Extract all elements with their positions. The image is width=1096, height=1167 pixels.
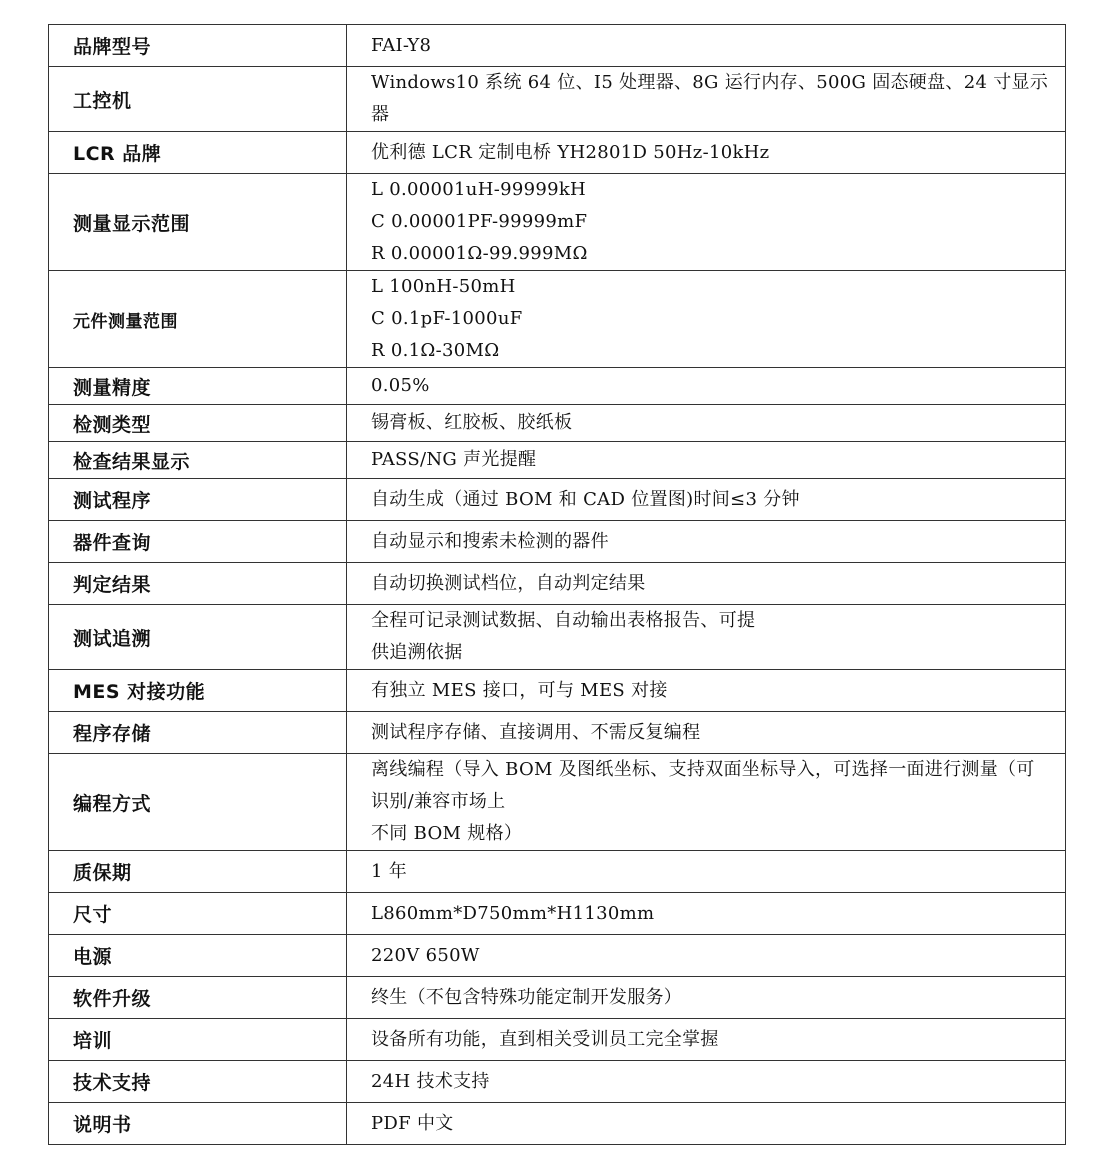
value-line: 测试程序存储、直接调用、不需反复编程 xyxy=(371,721,701,743)
table-row xyxy=(49,605,1066,670)
table-row xyxy=(49,563,1066,605)
value-line: 离线编程（导入 BOM 及图纸坐标、支持双面坐标导入，可选择一面进行测量（可 xyxy=(371,759,1035,780)
table-row xyxy=(49,479,1066,521)
row-label: 培训 xyxy=(49,1019,347,1061)
value-line: 220V 650W xyxy=(371,944,480,966)
value-line: R 0.1Ω-30MΩ xyxy=(371,340,500,361)
row-value xyxy=(347,935,1066,977)
value-line: 24H 技术支持 xyxy=(371,1070,490,1092)
row-label: 检测类型 xyxy=(49,405,347,442)
table-row xyxy=(49,754,1066,851)
row-label: LCR 品牌 xyxy=(49,132,347,174)
row-value xyxy=(347,368,1066,405)
row-label: 测试程序 xyxy=(49,479,347,521)
row-value xyxy=(347,271,1066,368)
row-label: 程序存储 xyxy=(49,712,347,754)
value-line: PASS/NG 声光提醒 xyxy=(371,449,537,470)
row-value xyxy=(347,479,1066,521)
row-value xyxy=(347,521,1066,563)
table-row xyxy=(49,271,1066,368)
value-line: L860mm*D750mm*H1130mm xyxy=(371,902,655,924)
row-label: 尺寸 xyxy=(49,893,347,935)
row-value xyxy=(347,605,1066,670)
row-label: 测量显示范围 xyxy=(49,174,347,271)
table-row xyxy=(49,25,1066,67)
value-line: C 0.1pF-1000uF xyxy=(371,308,523,329)
row-label: 工控机 xyxy=(49,67,347,132)
row-value xyxy=(347,1019,1066,1061)
row-value xyxy=(347,893,1066,935)
value-line: 0.05% xyxy=(371,375,430,396)
row-value xyxy=(347,25,1066,67)
row-label: 软件升级 xyxy=(49,977,347,1019)
table-row xyxy=(49,368,1066,405)
value-line: 全程可记录测试数据、自动输出表格报告、可提 xyxy=(371,610,756,631)
row-value xyxy=(347,1061,1066,1103)
value-line: C 0.00001PF-99999mF xyxy=(371,211,588,232)
value-line: 终生（不包含特殊功能定制开发服务） xyxy=(371,986,683,1008)
table-row xyxy=(49,1103,1066,1145)
table-row xyxy=(49,174,1066,271)
table-row xyxy=(49,851,1066,893)
spec-table xyxy=(48,24,1066,1145)
row-label: 元件测量范围 xyxy=(49,271,347,368)
row-label: 说明书 xyxy=(49,1103,347,1145)
row-label: 测量精度 xyxy=(49,368,347,405)
value-line: L 100nH-50mH xyxy=(371,276,516,297)
row-label: 检查结果显示 xyxy=(49,442,347,479)
row-label: 编程方式 xyxy=(49,754,347,851)
table-row xyxy=(49,977,1066,1019)
row-value xyxy=(347,563,1066,605)
value-line: Windows10 系统 64 位、I5 处理器、8G 运行内存、500G 固态硬盘、24 寸显示 xyxy=(371,72,1049,93)
row-value xyxy=(347,174,1066,271)
row-label: 器件查询 xyxy=(49,521,347,563)
row-value xyxy=(347,670,1066,712)
value-line: 设备所有功能，直到相关受训员工完全掌握 xyxy=(371,1028,719,1050)
row-value xyxy=(347,712,1066,754)
value-line: R 0.00001Ω-99.999MΩ xyxy=(371,243,588,264)
row-value xyxy=(347,1103,1066,1145)
table-row xyxy=(49,405,1066,442)
row-value xyxy=(347,851,1066,893)
row-value xyxy=(347,67,1066,132)
value-line: 自动显示和搜索未检测的器件 xyxy=(371,530,609,552)
row-label: 判定结果 xyxy=(49,563,347,605)
table-row xyxy=(49,521,1066,563)
value-line: 识别/兼容市场上 xyxy=(371,791,506,812)
table-row xyxy=(49,1019,1066,1061)
value-line: 供追溯依据 xyxy=(371,642,463,663)
value-line: 不同 BOM 规格） xyxy=(371,823,523,844)
table-row xyxy=(49,712,1066,754)
row-value xyxy=(347,405,1066,442)
row-label: 质保期 xyxy=(49,851,347,893)
value-line: PDF 中文 xyxy=(371,1112,454,1134)
row-label: 技术支持 xyxy=(49,1061,347,1103)
row-label: MES 对接功能 xyxy=(49,670,347,712)
table-row xyxy=(49,442,1066,479)
row-value xyxy=(347,754,1066,851)
row-label: 品牌型号 xyxy=(49,25,347,67)
table-row xyxy=(49,935,1066,977)
row-value xyxy=(347,977,1066,1019)
value-line: L 0.00001uH-99999kH xyxy=(371,179,587,200)
table-row xyxy=(49,67,1066,132)
spec-table-body xyxy=(49,25,1066,1145)
row-label: 电源 xyxy=(49,935,347,977)
table-row xyxy=(49,132,1066,174)
row-label: 测试追溯 xyxy=(49,605,347,670)
value-line: 优利德 LCR 定制电桥 YH2801D 50Hz-10kHz xyxy=(371,141,770,163)
value-line: FAI-Y8 xyxy=(371,34,432,56)
table-row xyxy=(49,893,1066,935)
row-value xyxy=(347,442,1066,479)
value-line: 1 年 xyxy=(371,860,408,882)
table-row xyxy=(49,1061,1066,1103)
table-row xyxy=(49,670,1066,712)
value-line: 器 xyxy=(371,104,390,125)
value-line: 锡膏板、红胶板、胶纸板 xyxy=(371,412,573,433)
row-value xyxy=(347,132,1066,174)
value-line: 自动生成（通过 BOM 和 CAD 位置图)时间≤3 分钟 xyxy=(371,488,800,510)
value-line: 自动切换测试档位，自动判定结果 xyxy=(371,572,646,594)
value-line: 有独立 MES 接口，可与 MES 对接 xyxy=(371,679,668,701)
